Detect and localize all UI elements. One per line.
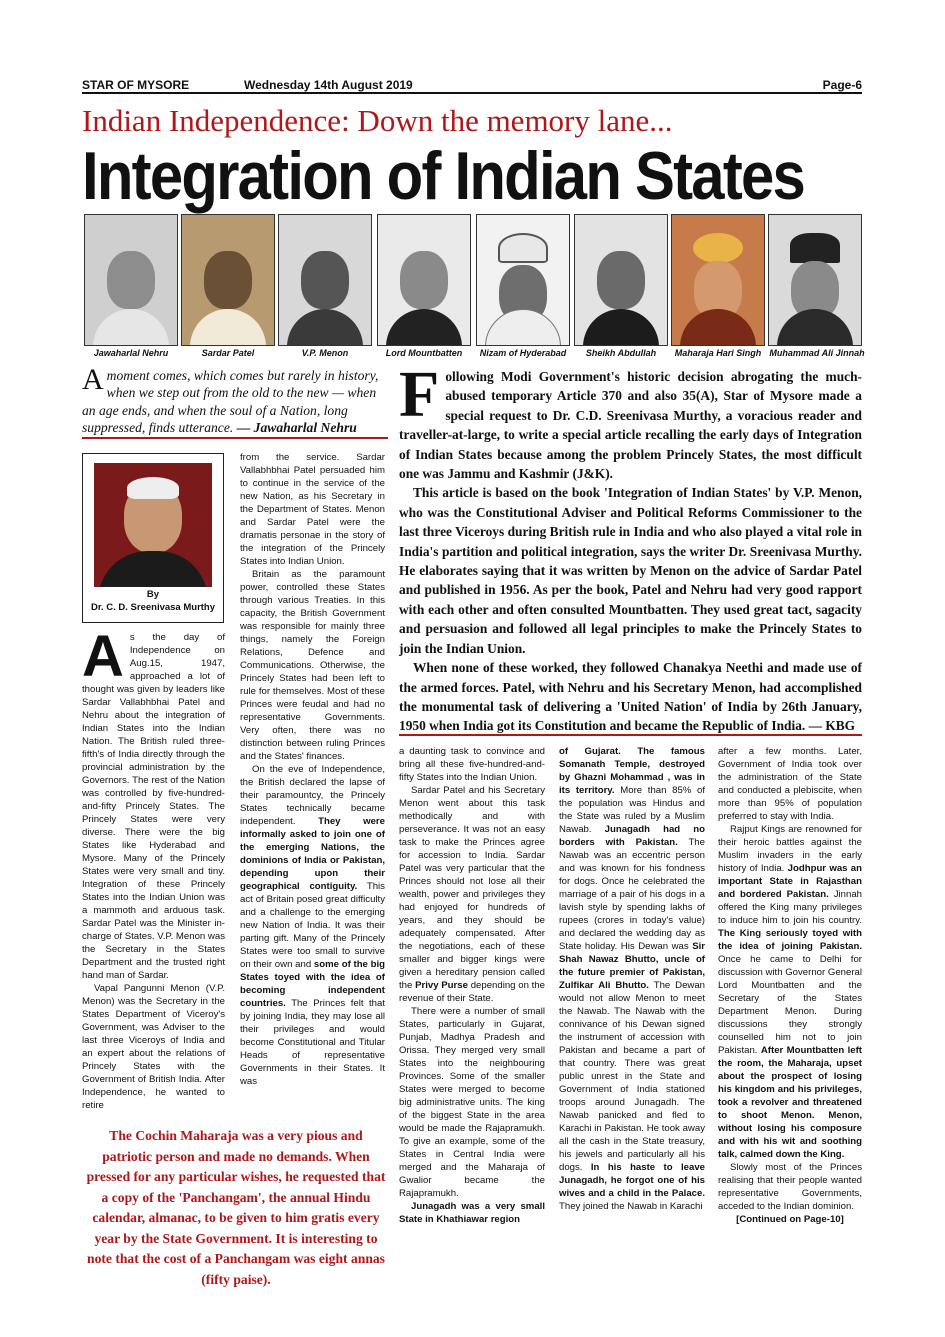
portrait-caption: Sardar Patel <box>201 348 255 358</box>
drop-cap: A <box>82 624 124 689</box>
portrait-photo <box>377 214 471 346</box>
portrait-caption: Sheikh Abdullah <box>585 348 657 358</box>
article-text: This act of Britain posed great difficulty and a challenge to the emerging new Nation of India. It was their parting gift. Many of the Princely States were too small to survive on their own and <box>240 881 385 970</box>
portrait-photo <box>278 214 372 346</box>
article-text: Vapal Pangunni Menon (V.P. Menon) was the Secretary in the States Department of Viceroy's Government, was Adviser to the last three Viceroys of India and an expert about the relations of Princely States with the Government of British India. After Independence, he wanted to retire <box>82 983 225 1111</box>
divider <box>399 734 862 736</box>
portrait-strip <box>82 214 865 360</box>
main-headline: Integration of Indian States <box>82 138 805 214</box>
page-number: Page-6 <box>822 78 862 92</box>
byline-by: By <box>146 589 160 600</box>
portrait-caption: V.P. Menon <box>301 348 349 358</box>
portrait-photo <box>84 214 178 346</box>
portrait-caption: Nizam of Hyderabad <box>479 348 567 358</box>
article-text: They joined the Nawab in Karachi <box>559 1201 703 1212</box>
byline <box>83 588 223 614</box>
article-text-bold: In his haste to leave Junagadh, he forgot one of his wives and a child in the Palace. <box>559 1162 705 1199</box>
article-column-3 <box>399 745 545 1226</box>
portrait-photo <box>671 214 765 346</box>
article-text-bold: Sir Shah Nawaz Bhutto, uncle of the future premier of Pakistan, Zulfikar Ali Bhutto. <box>559 941 705 991</box>
page-header <box>82 76 862 94</box>
newspaper-name: STAR OF MYSORE <box>82 78 190 92</box>
article-text: Slowly most of the Princes realising that their people wanted representative Governments, acceded to the Indian dominion. <box>718 1162 862 1212</box>
article-text-bold: Junagadh had no borders with Pakistan. <box>559 824 705 848</box>
article-column-4 <box>559 745 705 1213</box>
intro-text: When none of these worked, they followed Chanakya Neethi and made use of the armed forces. Patel, with Nehru and his Secretary Menon, had accomplished the monumental task of delivering a 'United Nation' of India by 26th January, 1950 when India got its Constitution and became the Republic of India. — KBG <box>399 660 862 734</box>
continued-link[interactable]: [Continued on Page-10] <box>736 1214 844 1225</box>
article-text-bold: some of the big States toyed with the idea of becoming independent countries. <box>240 959 386 1009</box>
kicker-headline: Indian Independence: Down the memory lane... <box>82 103 673 138</box>
article-text-bold: Privy Purse <box>415 980 468 991</box>
nehru-quote <box>82 363 388 437</box>
article-text: The Dewan would not allow Menon to meet the Nawab. The Nawab with the connivance of his Dewan signed the instrument of accession with Pakistan and became a part of that country. There was great public unrest in the State and Government of India stationed troops around Junagadh. The Nawab panicked and fled to Karachi in Pakistan. He took away all the cash in the State treasury, his jewels and particularly all his dogs. <box>559 980 706 1173</box>
quote-attribution: — Jawaharlal Nehru <box>236 420 357 436</box>
portrait-caption: Muhammad Ali Jinnah <box>769 348 865 358</box>
quote-text: moment comes, which comes but rarely in history, when we step out from the old to the new — when an age ends, and when the soul of a Nation, long suppressed, finds utterance. <box>82 368 379 436</box>
drop-cap: F <box>399 358 440 431</box>
article-intro <box>399 358 862 736</box>
intro-text: ollowing Modi Government's historic decision abrogating the much-abused temporary Article 370 and also 35(A), Star of Mysore made a special request to Dr. C.D. Sreenivasa Murthy, a voracious reader and traveller-at-large, to write a special article recalling the early days of Integration of Indian States because among the problem Princely States, the most difficult one was Jammu and Kashmir (J&K). <box>399 369 862 482</box>
issue-date: Wednesday 14th August 2019 <box>244 78 413 92</box>
portrait-photo <box>181 214 275 346</box>
author-photo <box>94 463 212 587</box>
quote-initial: A <box>82 363 104 396</box>
portrait-photo <box>768 214 862 346</box>
author-box <box>82 453 224 623</box>
article-text: Britain as the paramount power, controlled these States through various Treaties. In this capacity, the British Government was responsible for mainly three things, namely the Foreign Relations, Defence and Communications. Otherwise, the Princely States had been left to rule for themselves. Most of these Princes were feudal and had no representative Governments. Very often, there was no distinction between ruling Princes and the States' finances. <box>240 569 385 762</box>
article-text-bold: After Mountbatten left the room, the Maharaja, upset about the prospect of losing his kingdom and his privileges, took a revolver and threatened to shoot Menon. Menon, without losing his composure and with his wit and soothing talk, calmed down the King. <box>718 1045 862 1160</box>
divider <box>82 437 388 439</box>
article-column-5 <box>718 745 862 1226</box>
article-text-bold: The King seriously toyed with the idea of joining Pakistan. <box>718 928 862 952</box>
portrait-photo <box>574 214 668 346</box>
article-text: Jinnah offered the King many privileges to induce him to join his country. <box>718 889 862 926</box>
article-column-2 <box>240 451 385 1088</box>
article-text: from the service. Sardar Vallabhbhai Patel persuaded him to continue in the service of the new Nation, as his Secretary in the Department of States. Menon and Sardar Patel were the dramatis personae in the story of the integration of the Princely States into Indian Union. <box>240 452 385 567</box>
article-column-1 <box>82 624 225 1112</box>
pull-quote: The Cochin Maharaja was a very pious and patriotic person and made no demands. When pressed for any particular wishes, he requested that a copy of the 'Panchangam', the annual Hindu calendar, almanac, to be given to him gratis every year by the State Government. It is interesting to note that the cost of a Panchangam was eight annas (fifty paise). <box>86 1128 386 1287</box>
article-text: Sardar Patel and his Secretary Menon went about this task methodically and with perseverance. It was not an easy task to make the Princes agree for accession to India. Sardar Patel was very particular that the Princes should not lose all their wealth, power and privileges they had enjoyed for hundreds of years, and they should be adequately compensated. After the negotiations, each of these smaller and bigger kings were given a hereditary pension called the <box>399 785 545 991</box>
byline-name: Dr. C. D. Sreenivasa Murthy <box>90 602 216 613</box>
article-text: The Princes felt that by joining India, they may lose all their privileges and would become Constitutional and Titular Heads of representative Governments in their States. It was <box>240 998 385 1087</box>
portrait-caption: Maharaja Hari Singh <box>674 348 762 358</box>
article-text: More than 85% of the population was Hindus and the State was ruled by a Muslim Nawab. <box>559 785 706 835</box>
article-text: after a few months. Later, Government of India took over the administration of the State and conducted a plebiscite, when more than 95% of population preferred to stay with India. <box>718 746 862 822</box>
article-text: Rajput Kings are renowned for their heroic battles against the Muslim invaders in the early history of India. <box>718 824 862 874</box>
article-text-bold: of Gujarat. The famous Somanath Temple, destroyed by Ghazni Mohammad , was in its territory. <box>559 746 705 796</box>
article-text: The Nawab was an eccentric person and was known for his fondness for dogs. Once he celebrated the marriage of a pair of his dogs in a lavish style by spending lakhs of rupees (crores in today's value) and declared the wedding day as State holiday. His Dewan was <box>559 837 705 952</box>
article-text-bold: Jodhpur was an important State in Rajasthan and bordered Pakistan. <box>718 863 862 900</box>
article-text: a daunting task to convince and bring all these five-hundred-and-fifty States into the Indian Union. <box>399 746 545 783</box>
article-text: There were a number of small States, particularly in Gujarat, Punjab, Madhya Pradesh and Orissa. They merged very small States into the neighbouring Provinces. Some of the smaller States were merged to become big administrative units. The king of the biggest State in the area would be made the Rajapramukh. To give an example, some of the States in Central India were merged and the Maharaja of Gwalior became the Rajapramukh. <box>399 1006 545 1199</box>
portrait-caption: Lord Mountbatten <box>385 348 463 358</box>
article-text: Once he came to Delhi for discussion with Governor General Lord Mountbatten and the Secretary of the States Department Menon. During discussions they strongly counselled him not to join Pakistan. <box>718 954 862 1056</box>
article-text: s the day of Independence on Aug.15, 1947, approached a lot of thought was given by leaders like Sardar Vallabhbhai Patel and Nehru about the integration of Indian States into the Indian Nation. The British ruled three-fifth's of India directly through the provincial administration by the Governors. The rest of the Nation was controlled by five-hundred-and-fifty Princely States. The Princely States were very diverse. There were the big States like Hyderabad and Mysore. Many of the Princely States were very small and tiny. Integration of these Princely States into the Indian Union was a mammoth and arduous task. Sardar Patel was the Minister in-charge of States. V.P. Menon was the Secretary in the States Department and the trusted right hand man of Sardar. <box>82 632 225 981</box>
article-text: On the eve of Independence, the British declared the lapse of their paramountcy, the Princely States technically became independent. <box>240 764 385 827</box>
intro-text: This article is based on the book 'Integration of Indian States' by V.P. Menon, who was the Constitutional Adviser and Political Reforms Commissioner to the last three Viceroys during British rule in India and who also played a vital role in India's partition and political integration, says the writer Dr. Sreenivasa Murthy. He elaborates saying that it was written by Menon on the advice of Sardar Patel and published in 1956. As per the book, Patel and Nehru had very good rapport with each other and often consulted Mountbatten. They used great tact, sagacity and persuasion and followed all legal principles to make the Princely States to join the Indian Union. <box>399 485 862 656</box>
article-text-bold: Junagadh was a very small State in Khathiawar region <box>399 1201 545 1225</box>
article-text-bold: They were informally asked to join one of the emerging Nations, the dominions of India or Pakistan, depending upon their geographical contiguity. <box>240 816 385 892</box>
portrait-photo <box>476 214 570 346</box>
portrait-caption: Jawaharlal Nehru <box>93 348 169 358</box>
article-text: depending on the revenue of their State. <box>399 980 545 1004</box>
